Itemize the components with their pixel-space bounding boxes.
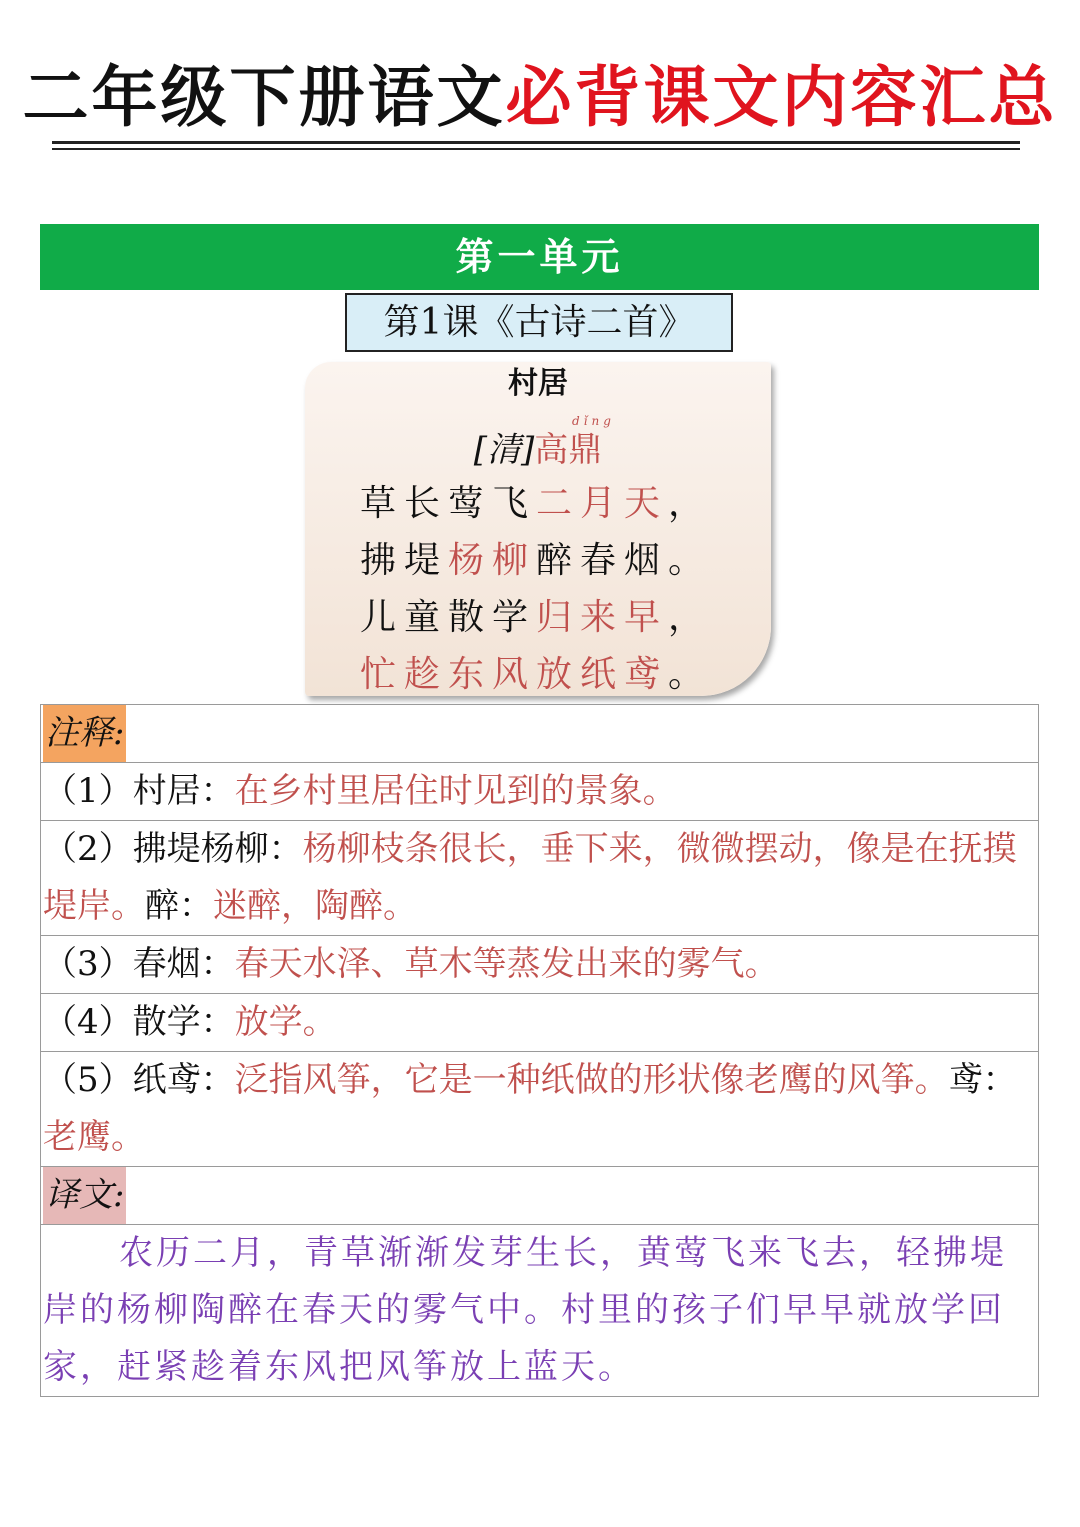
poem-line-4: 忙趁东风放纸鸢。	[360, 654, 713, 695]
poem-dynasty: [清]	[473, 430, 535, 470]
notes-header-row	[41, 705, 1039, 763]
poem-line-3: 儿童散学归来早，	[360, 597, 713, 638]
translation-header: 译文:	[43, 1167, 126, 1224]
translation-row	[41, 1225, 1039, 1397]
poem-line-1: 草长莺飞二月天，	[360, 483, 713, 524]
page-title	[0, 58, 1080, 138]
notes-header: 注释:	[43, 705, 126, 762]
poem-card	[305, 362, 771, 696]
title-rule-top	[52, 141, 1020, 144]
poem-author-name: 高鼎	[534, 430, 603, 470]
note-row: （3）春烟：春天水泽、草木等蒸发出来的雾气。	[41, 936, 1039, 994]
note-row: （2）拂堤杨柳：杨柳枝条很长，垂下来，微微摆动，像是在抚摸堤岸。醉：迷醉，陶醉。	[41, 821, 1039, 936]
poem-line-2: 拂堤杨柳醉春烟。	[360, 540, 713, 581]
title-red-part: 必背课文内容汇总	[505, 59, 1058, 136]
poem-title: 村居	[508, 366, 568, 401]
notes-table	[40, 704, 1039, 1397]
poem-author	[305, 428, 771, 472]
note-row: （4）散学：放学。	[41, 994, 1039, 1052]
title-black-part: 二年级下册语文	[22, 59, 506, 136]
lesson-title: 第1课《古诗二首》	[345, 293, 733, 352]
note-row: （5）纸鸢：泛指风筝，它是一种纸做的形状像老鹰的风筝。鸢：老鹰。	[41, 1052, 1039, 1167]
title-rule-bottom	[52, 148, 1020, 150]
note-row: （1）村居：在乡村里居住时见到的景象。	[41, 763, 1039, 821]
unit-banner: 第一单元	[40, 224, 1039, 290]
translation-text: 农历二月，青草渐渐发芽生长，黄莺飞来飞去，轻拂堤岸的杨柳陶醉在春天的雾气中。村里的孩子们早早就放学回家，赶紧趁着东风把风筝放上蓝天。	[41, 1225, 1039, 1397]
pinyin-annotation: dǐng	[572, 414, 615, 428]
translation-header-row	[41, 1167, 1039, 1225]
